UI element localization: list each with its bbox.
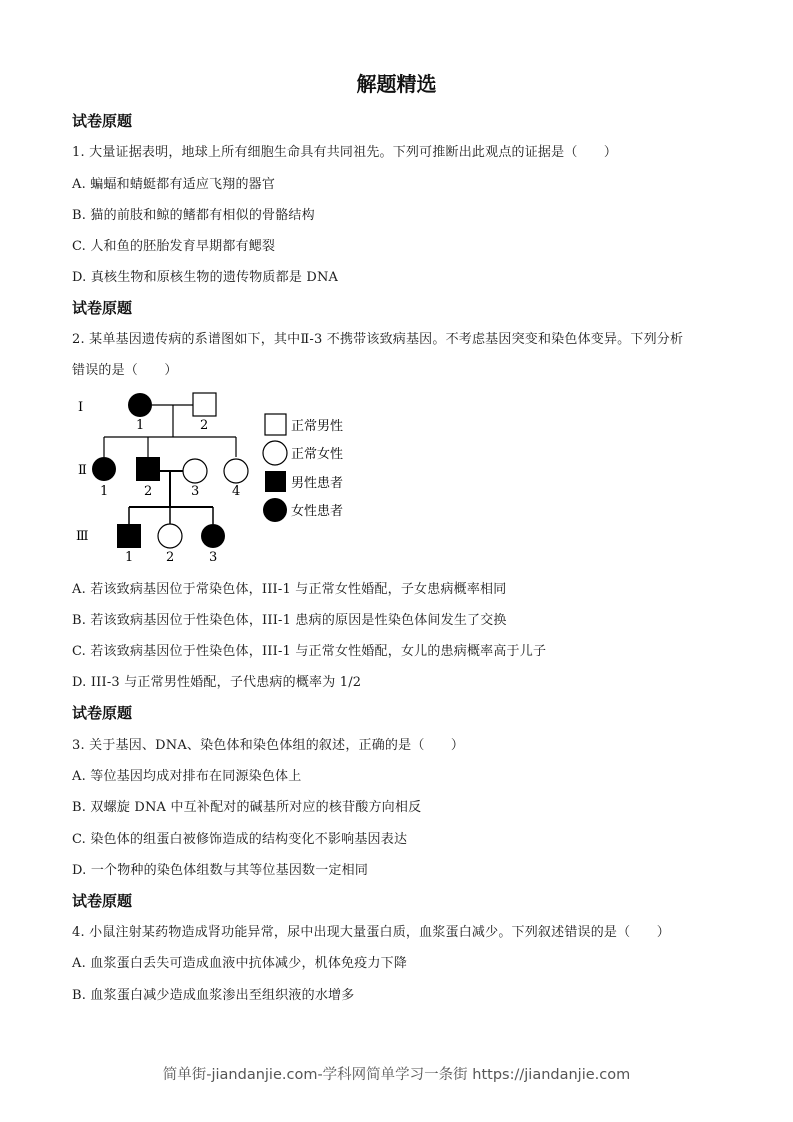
question-3-stem: 3. 关于基因、DNA、染色体和染色体组的叙述，正确的是（ ） [72,738,465,753]
pedigree-iii2-normal-female [158,524,182,548]
pedigree-number: 3 [209,550,218,565]
section-heading: 试卷原题 [72,704,133,722]
pedigree-number: 4 [232,484,241,499]
pedigree-ii1-affected-female [92,457,116,481]
question-3-option-b: B. 双螺旋 DNA 中互补配对的碱基所对应的核苷酸方向相反 [72,800,422,815]
pedigree-i2-normal-male [193,393,216,416]
legend-normal-male-icon [265,414,286,435]
question-1-option-a: A. 蝙蝠和蜻蜓都有适应飞翔的器官 [72,177,276,192]
pedigree-ii2-affected-male [136,457,160,481]
legend-affected-female-icon [263,498,287,522]
legend-affected-male-icon [265,471,286,492]
legend-normal-male-label: 正常男性 [291,419,344,434]
section-heading: 试卷原题 [72,892,133,910]
section-heading: 试卷原题 [72,299,133,317]
question-3-option-d: D. 一个物种的染色体组数与其等位基因数一定相同 [72,863,369,878]
question-2-option-b: B. 若该致病基因位于性染色体，III-1 患病的原因是性染色体间发生了交换 [72,613,507,628]
pedigree-iii3-affected-female [201,524,225,548]
question-2-stem-line2: 错误的是（ ） [72,363,178,378]
question-1-stem: 1. 大量证据表明，地球上所有细胞生命具有共同祖先。下列可推断出此观点的证据是（ ） [72,145,618,160]
legend-affected-male-label: 男性患者 [291,476,344,491]
generation-label-3: Ⅲ [76,529,89,544]
question-4-option-b: B. 血浆蛋白减少造成血浆渗出至组织液的水增多 [72,988,355,1003]
pedigree-number: 1 [136,418,145,433]
question-2-option-d: D. III-3 与正常男性婚配，子代患病的概率为 1/2 [72,675,362,690]
legend-normal-female-label: 正常女性 [291,447,344,462]
pedigree-number: 1 [125,550,134,565]
footer-watermark: 简单街-jiandanjie.com-学科网简单学习一条街 https://jiandanjie.com [162,1067,631,1083]
pedigree-number: 2 [200,418,209,433]
pedigree-number: 3 [191,484,200,499]
pedigree-number: 2 [166,550,175,565]
pedigree-chart [70,385,370,565]
generation-label-2: Ⅱ [78,463,87,478]
page-title: 解题精选 [356,72,437,96]
generation-label-1: Ⅰ [78,400,84,415]
question-2-option-c: C. 若该致病基因位于性染色体，III-1 与正常女性婚配，女儿的患病概率高于儿子 [72,644,547,659]
pedigree-ii3-normal-female [183,459,207,483]
pedigree-ii4-normal-female [224,459,248,483]
question-3-option-c: C. 染色体的组蛋白被修饰造成的结构变化不影响基因表达 [72,832,408,847]
question-2-option-a: A. 若该致病基因位于常染色体，III-1 与正常女性婚配，子女患病概率相同 [72,582,507,597]
question-4-stem: 4. 小鼠注射某药物造成肾功能异常，尿中出现大量蛋白质，血浆蛋白减少。下列叙述错误的是（ ） [72,925,670,940]
question-4-option-a: A. 血浆蛋白丢失可造成血液中抗体减少，机体免疫力下降 [72,956,408,971]
pedigree-number: 2 [144,484,153,499]
question-1-option-d: D. 真核生物和原核生物的遗传物质都是 DNA [72,270,339,285]
question-3-option-a: A. 等位基因均成对排布在同源染色体上 [72,769,302,784]
legend-affected-female-label: 女性患者 [291,504,344,519]
section-heading: 试卷原题 [72,112,133,130]
legend-normal-female-icon [263,441,287,465]
question-2-stem-line1: 2. 某单基因遗传病的系谱图如下，其中Ⅱ-3 不携带该致病基因。不考虑基因突变和染色体变异。下列分析 [72,332,684,347]
pedigree-iii1-affected-male [117,524,141,548]
pedigree-i1-affected-female [128,393,152,417]
question-1-option-b: B. 猫的前肢和鲸的鳍都有相似的骨骼结构 [72,208,315,223]
pedigree-number: 1 [100,484,109,499]
question-1-option-c: C. 人和鱼的胚胎发育早期都有鳃裂 [72,239,276,254]
